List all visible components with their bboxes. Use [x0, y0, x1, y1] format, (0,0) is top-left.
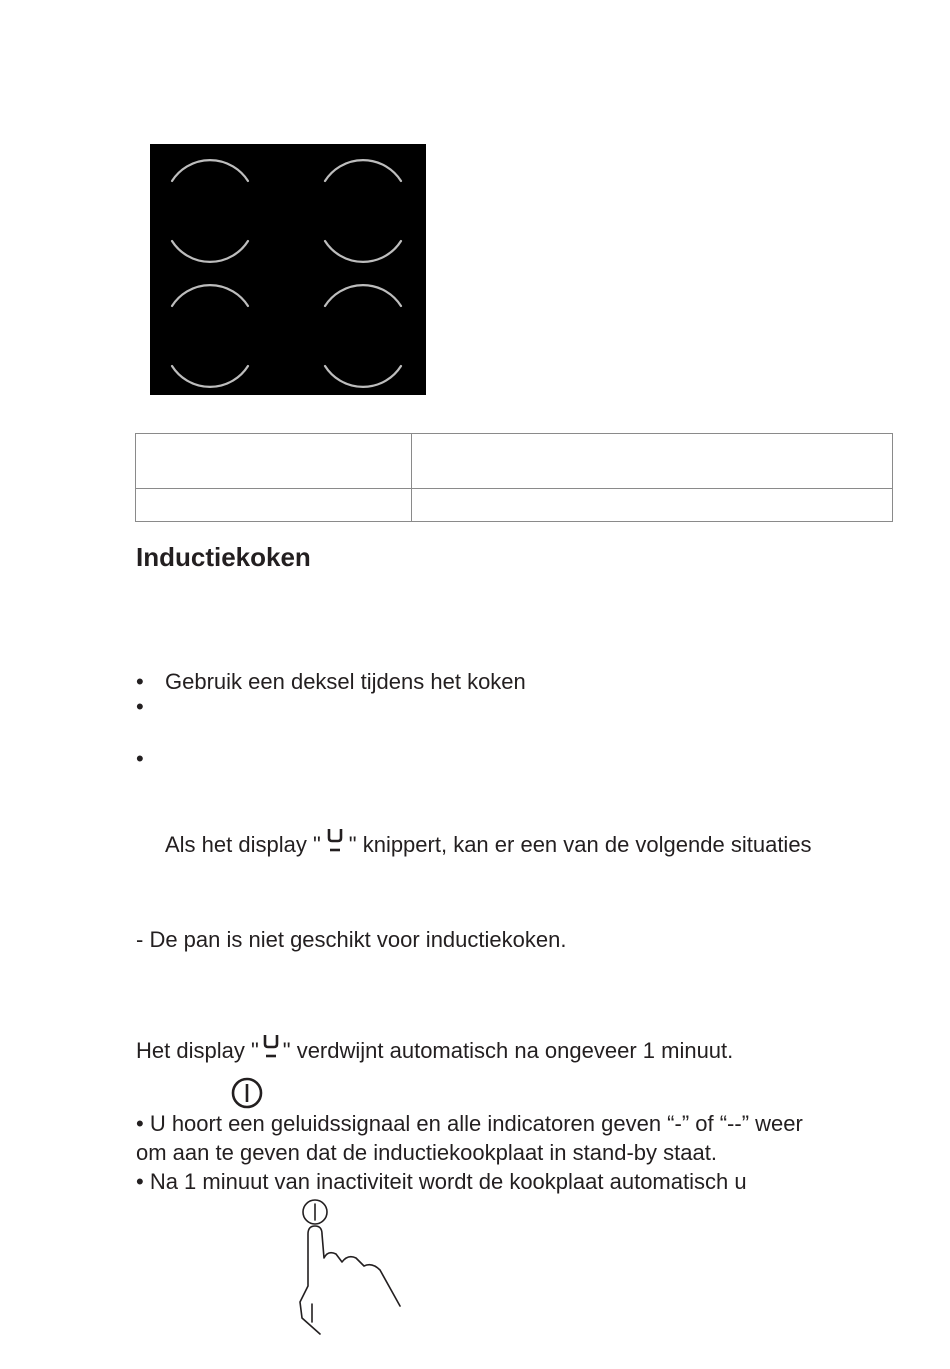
standby-line-2: om aan te geven dat de inductiekookplaat in stand-by staat. — [136, 1140, 717, 1165]
standby-line-1: • U hoort een geluidssignaal en alle indicatoren geven “-” of “--” weer — [136, 1111, 803, 1136]
intro-text-after: " knippert, kan er een van de volgende situaties — [348, 832, 812, 857]
note-text-before: Het display " — [136, 1038, 259, 1063]
bullet-marker: • — [136, 746, 144, 771]
cooking-zones-icon — [150, 144, 426, 395]
standby-line-3: • Na 1 minuut van inactiviteit wordt de kookplaat automatisch u — [136, 1169, 747, 1194]
pan-reason: - De pan is niet geschikt voor inductiekoken. — [136, 927, 567, 952]
table-cell — [136, 434, 412, 489]
hob-illustration — [150, 144, 426, 395]
u-with-underline-icon — [261, 1032, 281, 1069]
finger-press-icon — [290, 1196, 410, 1346]
spec-table — [135, 433, 893, 522]
section-heading: Inductiekoken — [136, 542, 311, 572]
tip-item: Gebruik een deksel tijdens het koken — [165, 669, 526, 694]
table-cell — [412, 434, 893, 489]
bullet-marker: • — [136, 669, 144, 694]
pan-detection-intro — [165, 826, 812, 863]
table-cell — [136, 489, 412, 522]
u-with-underline-icon — [325, 826, 345, 863]
bullet-marker: • — [136, 694, 144, 719]
display-note — [136, 1032, 733, 1069]
note-text-after: " verdwijnt automatisch na ongeveer 1 minuut. — [282, 1038, 734, 1063]
intro-text-before: Als het display " — [165, 832, 321, 857]
table-cell — [412, 489, 893, 522]
